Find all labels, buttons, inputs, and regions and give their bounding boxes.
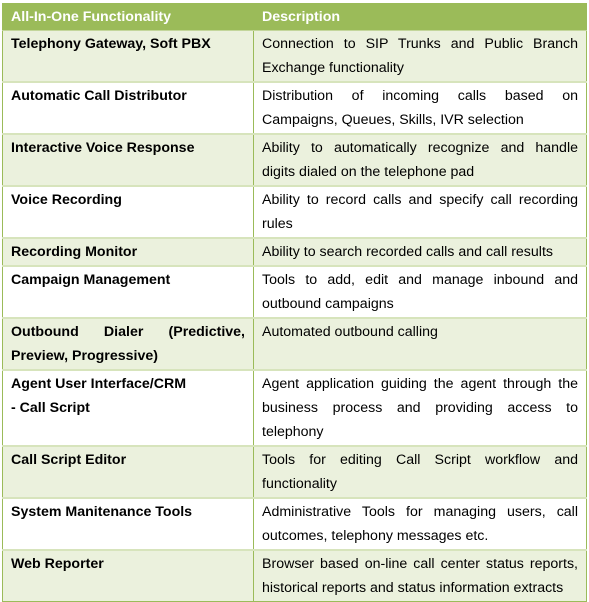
table-row — [3, 446, 587, 498]
functionality-table — [2, 3, 587, 602]
feature-description-cell: Automated outbound calling — [254, 318, 587, 370]
functionality-table-container — [2, 3, 586, 602]
feature-name-cell: Campaign Management — [3, 266, 254, 318]
table-row — [3, 498, 587, 550]
feature-name-cell: Automatic Call Distributor — [3, 82, 254, 134]
column-header-description: Description — [254, 4, 587, 31]
feature-name-cell: Telephony Gateway, Soft PBX — [3, 31, 254, 83]
column-header-functionality: All-In-One Functionality — [3, 4, 254, 31]
table-row — [3, 370, 587, 446]
feature-name-cell: Agent User Interface/CRM - Call Script — [3, 370, 254, 446]
feature-description-cell: Agent application guiding the agent through the business process and providing access to telephony — [254, 370, 587, 446]
feature-name-cell: Call Script Editor — [3, 446, 254, 498]
feature-description-cell: Connection to SIP Trunks and Public Branch Exchange functionality — [254, 31, 587, 83]
feature-description-cell: Browser based on-line call center status reports, historical reports and status information extracts — [254, 550, 587, 602]
feature-description-cell: Ability to search recorded calls and call results — [254, 238, 587, 266]
feature-description-cell: Tools to add, edit and manage inbound and outbound campaigns — [254, 266, 587, 318]
feature-description-cell: Distribution of incoming calls based on Campaigns, Queues, Skills, IVR selection — [254, 82, 587, 134]
feature-description-cell: Ability to record calls and specify call recording rules — [254, 186, 587, 238]
table-row — [3, 318, 587, 370]
table-header-row — [3, 4, 587, 31]
feature-name-cell: Web Reporter — [3, 550, 254, 602]
feature-description-cell: Tools for editing Call Script workflow and functionality — [254, 446, 587, 498]
feature-description-cell: Administrative Tools for managing users, call outcomes, telephony messages etc. — [254, 498, 587, 550]
table-row — [3, 134, 587, 186]
feature-name-cell: Recording Monitor — [3, 238, 254, 266]
table-row — [3, 31, 587, 83]
table-row — [3, 266, 587, 318]
feature-description-cell: Ability to automatically recognize and handle digits dialed on the telephone pad — [254, 134, 587, 186]
feature-name-cell: Outbound Dialer (Predictive, Preview, Progressive) — [3, 318, 254, 370]
feature-name-cell: System Manitenance Tools — [3, 498, 254, 550]
table-row — [3, 186, 587, 238]
feature-name-cell: Interactive Voice Response — [3, 134, 254, 186]
table-row — [3, 82, 587, 134]
table-row — [3, 238, 587, 266]
feature-name-cell: Voice Recording — [3, 186, 254, 238]
